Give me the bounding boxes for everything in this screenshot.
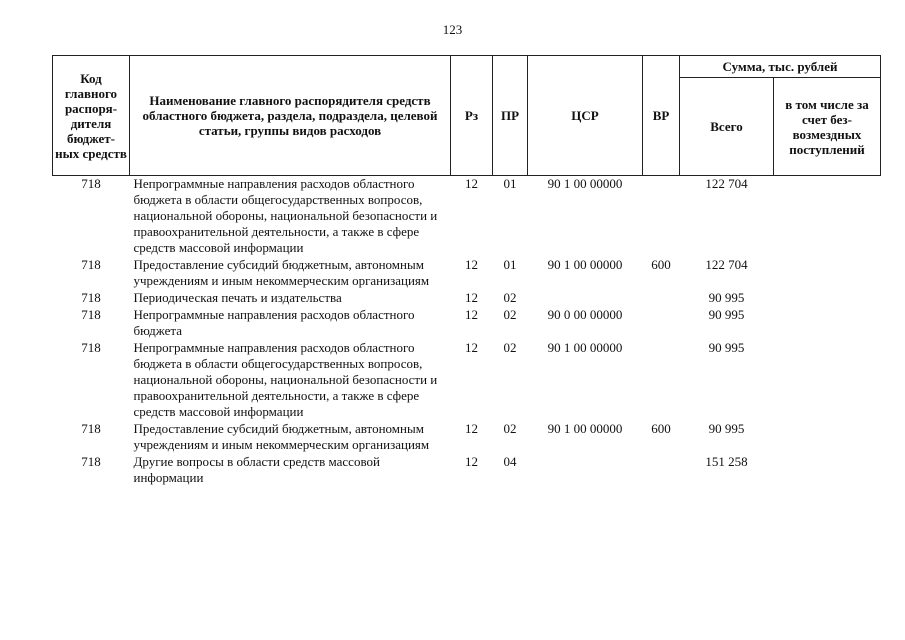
table-row [53, 454, 881, 487]
cell-pr: 04 [503, 454, 517, 469]
page-number: 123 [442, 22, 463, 37]
cell-rz: 12 [465, 421, 478, 436]
cell-pr: 02 [503, 290, 517, 305]
table-header [53, 56, 881, 176]
cell-csr: 90 0 00 00000 [547, 307, 623, 322]
header-name: Наименование главного распорядителя средств областного бюджета, раздела, подраздела, целевой статьи, группы видов расходов [130, 56, 451, 176]
cell-csr: 90 1 00 00000 [547, 421, 623, 436]
cell-vr [643, 340, 680, 421]
header-pr: ПР [493, 56, 528, 176]
cell-vsego: 90 995 [708, 307, 745, 322]
cell-name: Непрограммные направления расходов областного бюджета [133, 307, 415, 338]
cell-name: Другие вопросы в области средств массовой информации [133, 454, 380, 485]
cell-kod: 718 [81, 290, 101, 305]
cell-vsego: 90 995 [708, 421, 745, 436]
cell-bezv [774, 257, 881, 290]
table-row [53, 307, 881, 340]
cell-vr [643, 290, 680, 307]
cell-rz: 12 [465, 307, 478, 322]
cell-name: Предоставление субсидий бюджетным, автономным учреждениям и иным некоммерческим организациям [133, 257, 430, 288]
cell-pr: 01 [503, 257, 517, 272]
cell-rz: 12 [465, 340, 478, 355]
cell-bezv [774, 421, 881, 454]
cell-rz: 12 [465, 290, 478, 305]
table-body [53, 176, 881, 488]
cell-vsego: 90 995 [708, 290, 745, 305]
cell-rz: 12 [465, 176, 478, 191]
cell-csr: 90 1 00 00000 [547, 257, 623, 272]
table-row [53, 421, 881, 454]
header-csr: ЦСР [528, 56, 643, 176]
cell-kod: 718 [81, 421, 101, 436]
cell-name: Непрограммные направления расходов областного бюджета в области общегосударственных вопросов, национальной обороны, национальной безопасности и правоохранительной деятельности, а также в сфере средств массовой информации [133, 176, 438, 255]
budget-table [52, 55, 881, 487]
cell-csr: 90 1 00 00000 [547, 340, 623, 355]
header-vr: ВР [643, 56, 680, 176]
cell-bezv [774, 290, 881, 307]
cell-vr [643, 307, 680, 340]
table-row [53, 257, 881, 290]
cell-bezv [774, 307, 881, 340]
cell-vsego: 90 995 [708, 340, 745, 355]
cell-kod: 718 [81, 176, 101, 191]
cell-bezv [774, 176, 881, 258]
table-row [53, 290, 881, 307]
cell-csr [528, 290, 643, 307]
header-rz: Рз [451, 56, 493, 176]
cell-kod: 718 [81, 454, 101, 469]
cell-vr: 600 [651, 257, 671, 272]
cell-pr: 02 [503, 421, 517, 436]
cell-bezv [774, 454, 881, 487]
cell-pr: 01 [503, 176, 517, 191]
cell-pr: 02 [503, 307, 517, 322]
table-row [53, 340, 881, 421]
cell-pr: 02 [503, 340, 517, 355]
cell-bezv [774, 340, 881, 421]
cell-csr: 90 1 00 00000 [547, 176, 623, 191]
header-kod: Код главного распоря-дителя бюджет-ных средств [53, 56, 130, 176]
cell-kod: 718 [81, 340, 101, 355]
cell-vsego: 122 704 [705, 257, 748, 272]
cell-csr [528, 454, 643, 487]
cell-name: Предоставление субсидий бюджетным, автономным учреждениям и иным некоммерческим организациям [133, 421, 430, 452]
cell-rz: 12 [465, 257, 478, 272]
cell-vsego: 122 704 [705, 176, 748, 191]
header-vsego: Всего [680, 78, 774, 176]
header-summa: Сумма, тыс. рублей [680, 56, 881, 78]
cell-name: Непрограммные направления расходов областного бюджета в области общегосударственных вопросов, национальной обороны, национальной безопасности и правоохранительной деятельности, а также в сфере средств массовой информации [133, 340, 438, 419]
cell-rz: 12 [465, 454, 478, 469]
cell-vr: 600 [651, 421, 671, 436]
header-vtom: в том числе за счет без-возмездных поступлений [774, 78, 881, 176]
cell-kod: 718 [81, 257, 101, 272]
cell-vr [643, 176, 680, 258]
cell-vr [643, 454, 680, 487]
cell-name: Периодическая печать и издательства [133, 290, 342, 305]
cell-vsego: 151 258 [705, 454, 748, 469]
table-row [53, 176, 881, 258]
cell-kod: 718 [81, 307, 101, 322]
